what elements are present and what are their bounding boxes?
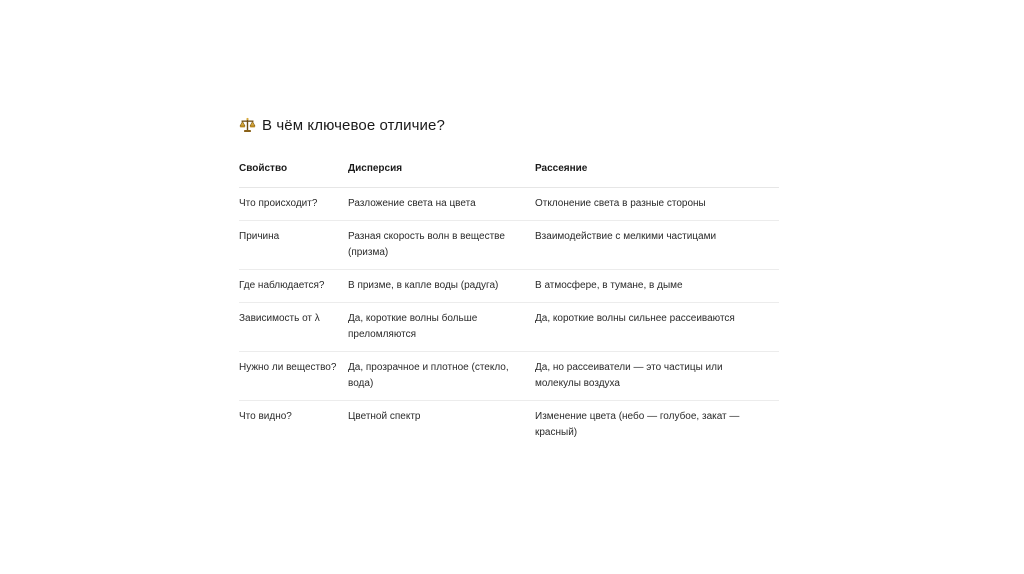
table-header-row — [239, 156, 779, 188]
table-row — [239, 303, 779, 352]
table-cell-property: Зависимость от λ — [239, 303, 348, 352]
table-cell-property: Причина — [239, 221, 348, 270]
table-cell-property: Нужно ли вещество? — [239, 352, 348, 401]
column-header-dispersion: Дисперсия — [348, 156, 535, 188]
table-cell-scattering: Да, но рассеиватели — это частицы или молекулы воздуха — [535, 352, 779, 401]
table-cell-dispersion: Да, прозрачное и плотное (стекло, вода) — [348, 352, 535, 401]
comparison-table — [239, 156, 779, 449]
table-cell-property: Что происходит? — [239, 188, 348, 221]
table-row — [239, 188, 779, 221]
table-cell-scattering: В атмосфере, в тумане, в дыме — [535, 270, 779, 303]
table-cell-scattering: Да, короткие волны сильнее рассеиваются — [535, 303, 779, 352]
table-cell-dispersion: Да, короткие волны больше преломляются — [348, 303, 535, 352]
section-heading-text: В чём ключевое отличие? — [262, 117, 445, 134]
column-header-scattering: Рассеяние — [535, 156, 779, 188]
table-row — [239, 401, 779, 450]
table-cell-property: Что видно? — [239, 411, 292, 422]
table-row — [239, 270, 779, 303]
table-cell-dispersion: В призме, в капле воды (радуга) — [348, 270, 535, 303]
balance-scale-icon — [239, 117, 256, 134]
table-row — [239, 352, 779, 401]
table-cell-dispersion: Разная скорость волн в веществе (призма) — [348, 221, 535, 270]
section-heading — [239, 117, 445, 134]
table-row — [239, 221, 779, 270]
table-cell-dispersion: Цветной спектр — [348, 411, 421, 422]
table-cell-property: Где наблюдается? — [239, 270, 348, 303]
table-cell-scattering: Изменение цвета (небо — голубое, закат — красный) — [535, 411, 740, 438]
table-cell-dispersion: Разложение света на цвета — [348, 188, 535, 221]
table-cell-scattering: Взаимодействие с мелкими частицами — [535, 221, 779, 270]
column-header-property: Свойство — [239, 156, 348, 188]
table-cell-scattering: Отклонение света в разные стороны — [535, 188, 779, 221]
